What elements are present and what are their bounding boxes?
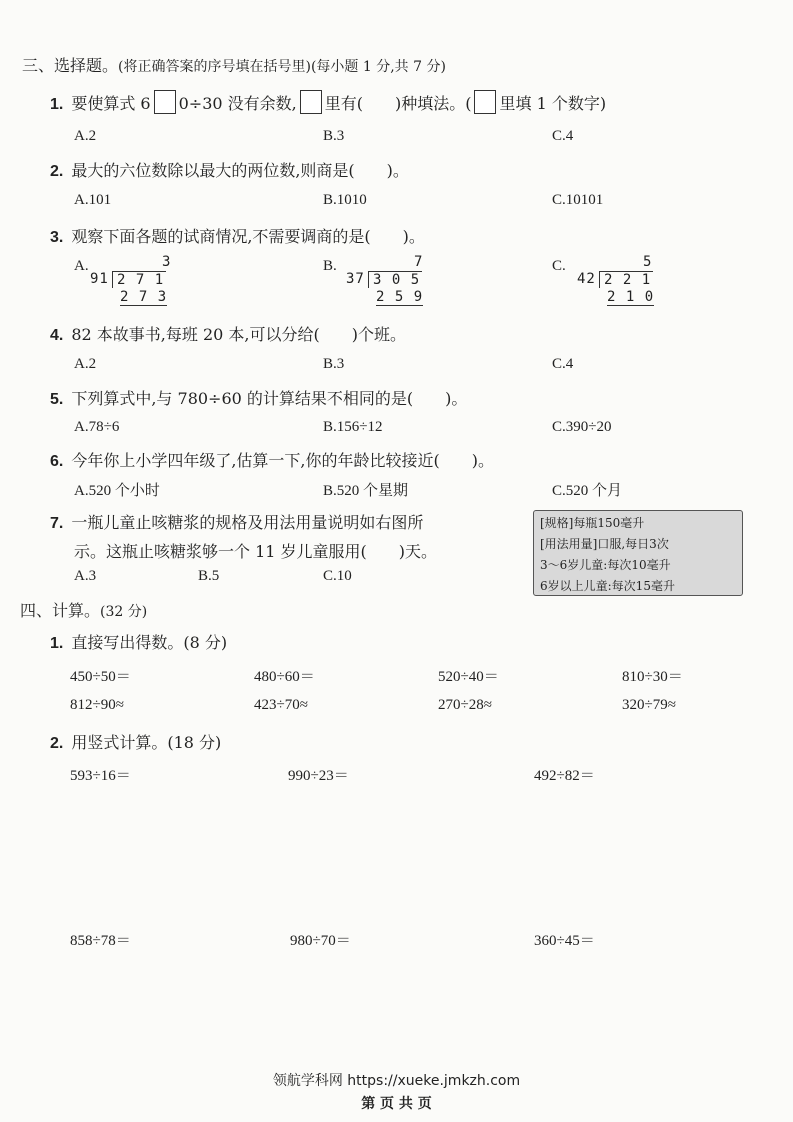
vertical-calc-item[interactable]: 990÷23＝: [288, 768, 349, 784]
calc-2-heading: [50, 730, 221, 753]
option-a[interactable]: A.520 个小时: [74, 483, 160, 499]
option-b[interactable]: B.520 个星期: [323, 483, 409, 499]
quotient: 5: [643, 254, 653, 270]
question-number: 1.: [50, 635, 64, 652]
product: 2 7 3: [120, 289, 168, 305]
quotient: 7: [414, 254, 424, 270]
section-4-heading: [20, 598, 147, 621]
question-number: 3.: [50, 229, 64, 246]
notice-line: [用法用量]口服,每日3次: [540, 537, 669, 551]
vertical-calc-item[interactable]: 858÷78＝: [70, 933, 131, 949]
option-a[interactable]: A.101: [74, 192, 112, 208]
option-b[interactable]: B.: [323, 258, 337, 274]
calc-item[interactable]: 480÷60＝: [254, 669, 315, 685]
calc-item[interactable]: 270÷28≈: [438, 697, 492, 713]
question-5: [50, 386, 467, 409]
long-division-c: [577, 254, 677, 310]
calc-item[interactable]: 423÷70≈: [254, 697, 308, 713]
question-text: 用竖式计算。(18 分): [71, 733, 222, 752]
dividend: 2 7 1: [112, 271, 166, 288]
option-b[interactable]: B.3: [323, 128, 345, 144]
calc-1-heading: [50, 630, 227, 653]
footer-site[interactable]: 领航学科网 https://xueke.jmkzh.com: [272, 1073, 521, 1089]
question-text: 里填 1 个数字): [499, 94, 607, 113]
question-text: 今年你上小学四年级了,估算一下,你的年龄比较接近( )。: [71, 451, 495, 470]
option-a[interactable]: A.: [74, 258, 89, 274]
question-number: 7.: [50, 515, 64, 532]
question-text: 要使算式 6: [71, 94, 151, 113]
question-number: 5.: [50, 391, 64, 408]
answer-box[interactable]: [474, 90, 496, 114]
dividend: 3 0 5: [368, 271, 422, 288]
option-c[interactable]: C.: [552, 258, 566, 274]
section-3-title: 三、选择题。: [22, 56, 119, 75]
long-division-a: [90, 254, 190, 310]
vertical-calc-item[interactable]: 980÷70＝: [290, 933, 351, 949]
question-text: 观察下面各题的试商情况,不需要调商的是( )。: [71, 227, 425, 246]
question-number: 1.: [50, 96, 64, 113]
option-b[interactable]: B.5: [198, 568, 220, 584]
section-3-note: (将正确答案的序号填在括号里)(每小题 1 分,共 7 分): [118, 59, 446, 75]
option-a[interactable]: A.2: [74, 128, 97, 144]
long-division-b: [346, 254, 446, 310]
vertical-calc-item[interactable]: 492÷82＝: [534, 768, 595, 784]
divisor: 91: [90, 271, 109, 287]
question-number: 4.: [50, 327, 64, 344]
question-text: 一瓶儿童止咳糖浆的规格及用法用量说明如右图所: [71, 513, 424, 532]
calc-item[interactable]: 450÷50＝: [70, 669, 131, 685]
answer-box[interactable]: [154, 90, 176, 114]
question-7-line-1: [50, 510, 423, 533]
calc-item[interactable]: 812÷90≈: [70, 697, 124, 713]
answer-box[interactable]: [300, 90, 322, 114]
option-a[interactable]: A.2: [74, 356, 97, 372]
divisor: 42: [577, 271, 596, 287]
question-text: 直接写出得数。(8 分): [71, 633, 228, 652]
question-text: 里有( )种填法。(: [324, 94, 472, 113]
product: 2 5 9: [376, 289, 424, 305]
option-c[interactable]: C.10101: [552, 192, 604, 208]
vertical-calc-item[interactable]: 593÷16＝: [70, 768, 131, 784]
option-c[interactable]: C.4: [552, 356, 574, 372]
question-1: [50, 90, 606, 114]
quotient: 3: [162, 254, 172, 270]
option-c[interactable]: C.4: [552, 128, 574, 144]
divisor: 37: [346, 271, 365, 287]
question-text: 82 本故事书,每班 20 本,可以分给( )个班。: [71, 325, 406, 344]
option-a[interactable]: A.78÷6: [74, 419, 120, 435]
dividend: 2 2 1: [599, 271, 653, 288]
calc-item[interactable]: 810÷30＝: [622, 669, 683, 685]
question-4: [50, 322, 406, 345]
question-2: [50, 158, 409, 181]
option-a[interactable]: A.3: [74, 568, 97, 584]
section-3-heading: [22, 53, 446, 76]
option-c[interactable]: C.520 个月: [552, 483, 623, 499]
calc-item[interactable]: 320÷79≈: [622, 697, 676, 713]
notice-line: 3～6岁儿童:每次10毫升: [540, 558, 671, 572]
option-c[interactable]: C.390÷20: [552, 419, 612, 435]
medicine-label-box: [533, 510, 743, 596]
question-3: [50, 224, 425, 247]
option-b[interactable]: B.1010: [323, 192, 367, 208]
question-number: 6.: [50, 453, 64, 470]
question-text: 最大的六位数除以最大的两位数,则商是( )。: [71, 161, 409, 180]
notice-line: [规格]每瓶150毫升: [540, 516, 645, 530]
question-number: 2.: [50, 735, 64, 752]
section-4-note: (32 分): [100, 604, 148, 620]
question-6: [50, 448, 494, 471]
calc-item[interactable]: 520÷40＝: [438, 669, 499, 685]
question-text: 下列算式中,与 780÷60 的计算结果不相同的是( )。: [71, 389, 468, 408]
question-7-line-2: 示。这瓶止咳糖浆够一个 11 岁儿童服用( )天。: [74, 542, 438, 561]
section-4-title: 四、计算。: [20, 601, 101, 620]
option-c[interactable]: C.10: [323, 568, 352, 584]
question-number: 2.: [50, 163, 64, 180]
vertical-calc-item[interactable]: 360÷45＝: [534, 933, 595, 949]
footer-page: 第 页 共 页: [361, 1096, 432, 1112]
option-b[interactable]: B.3: [323, 356, 345, 372]
notice-line: 6岁以上儿童:每次15毫升: [540, 579, 675, 593]
question-text: 0÷30 没有余数,: [178, 94, 297, 113]
option-b[interactable]: B.156÷12: [323, 419, 383, 435]
product: 2 1 0: [607, 289, 655, 305]
